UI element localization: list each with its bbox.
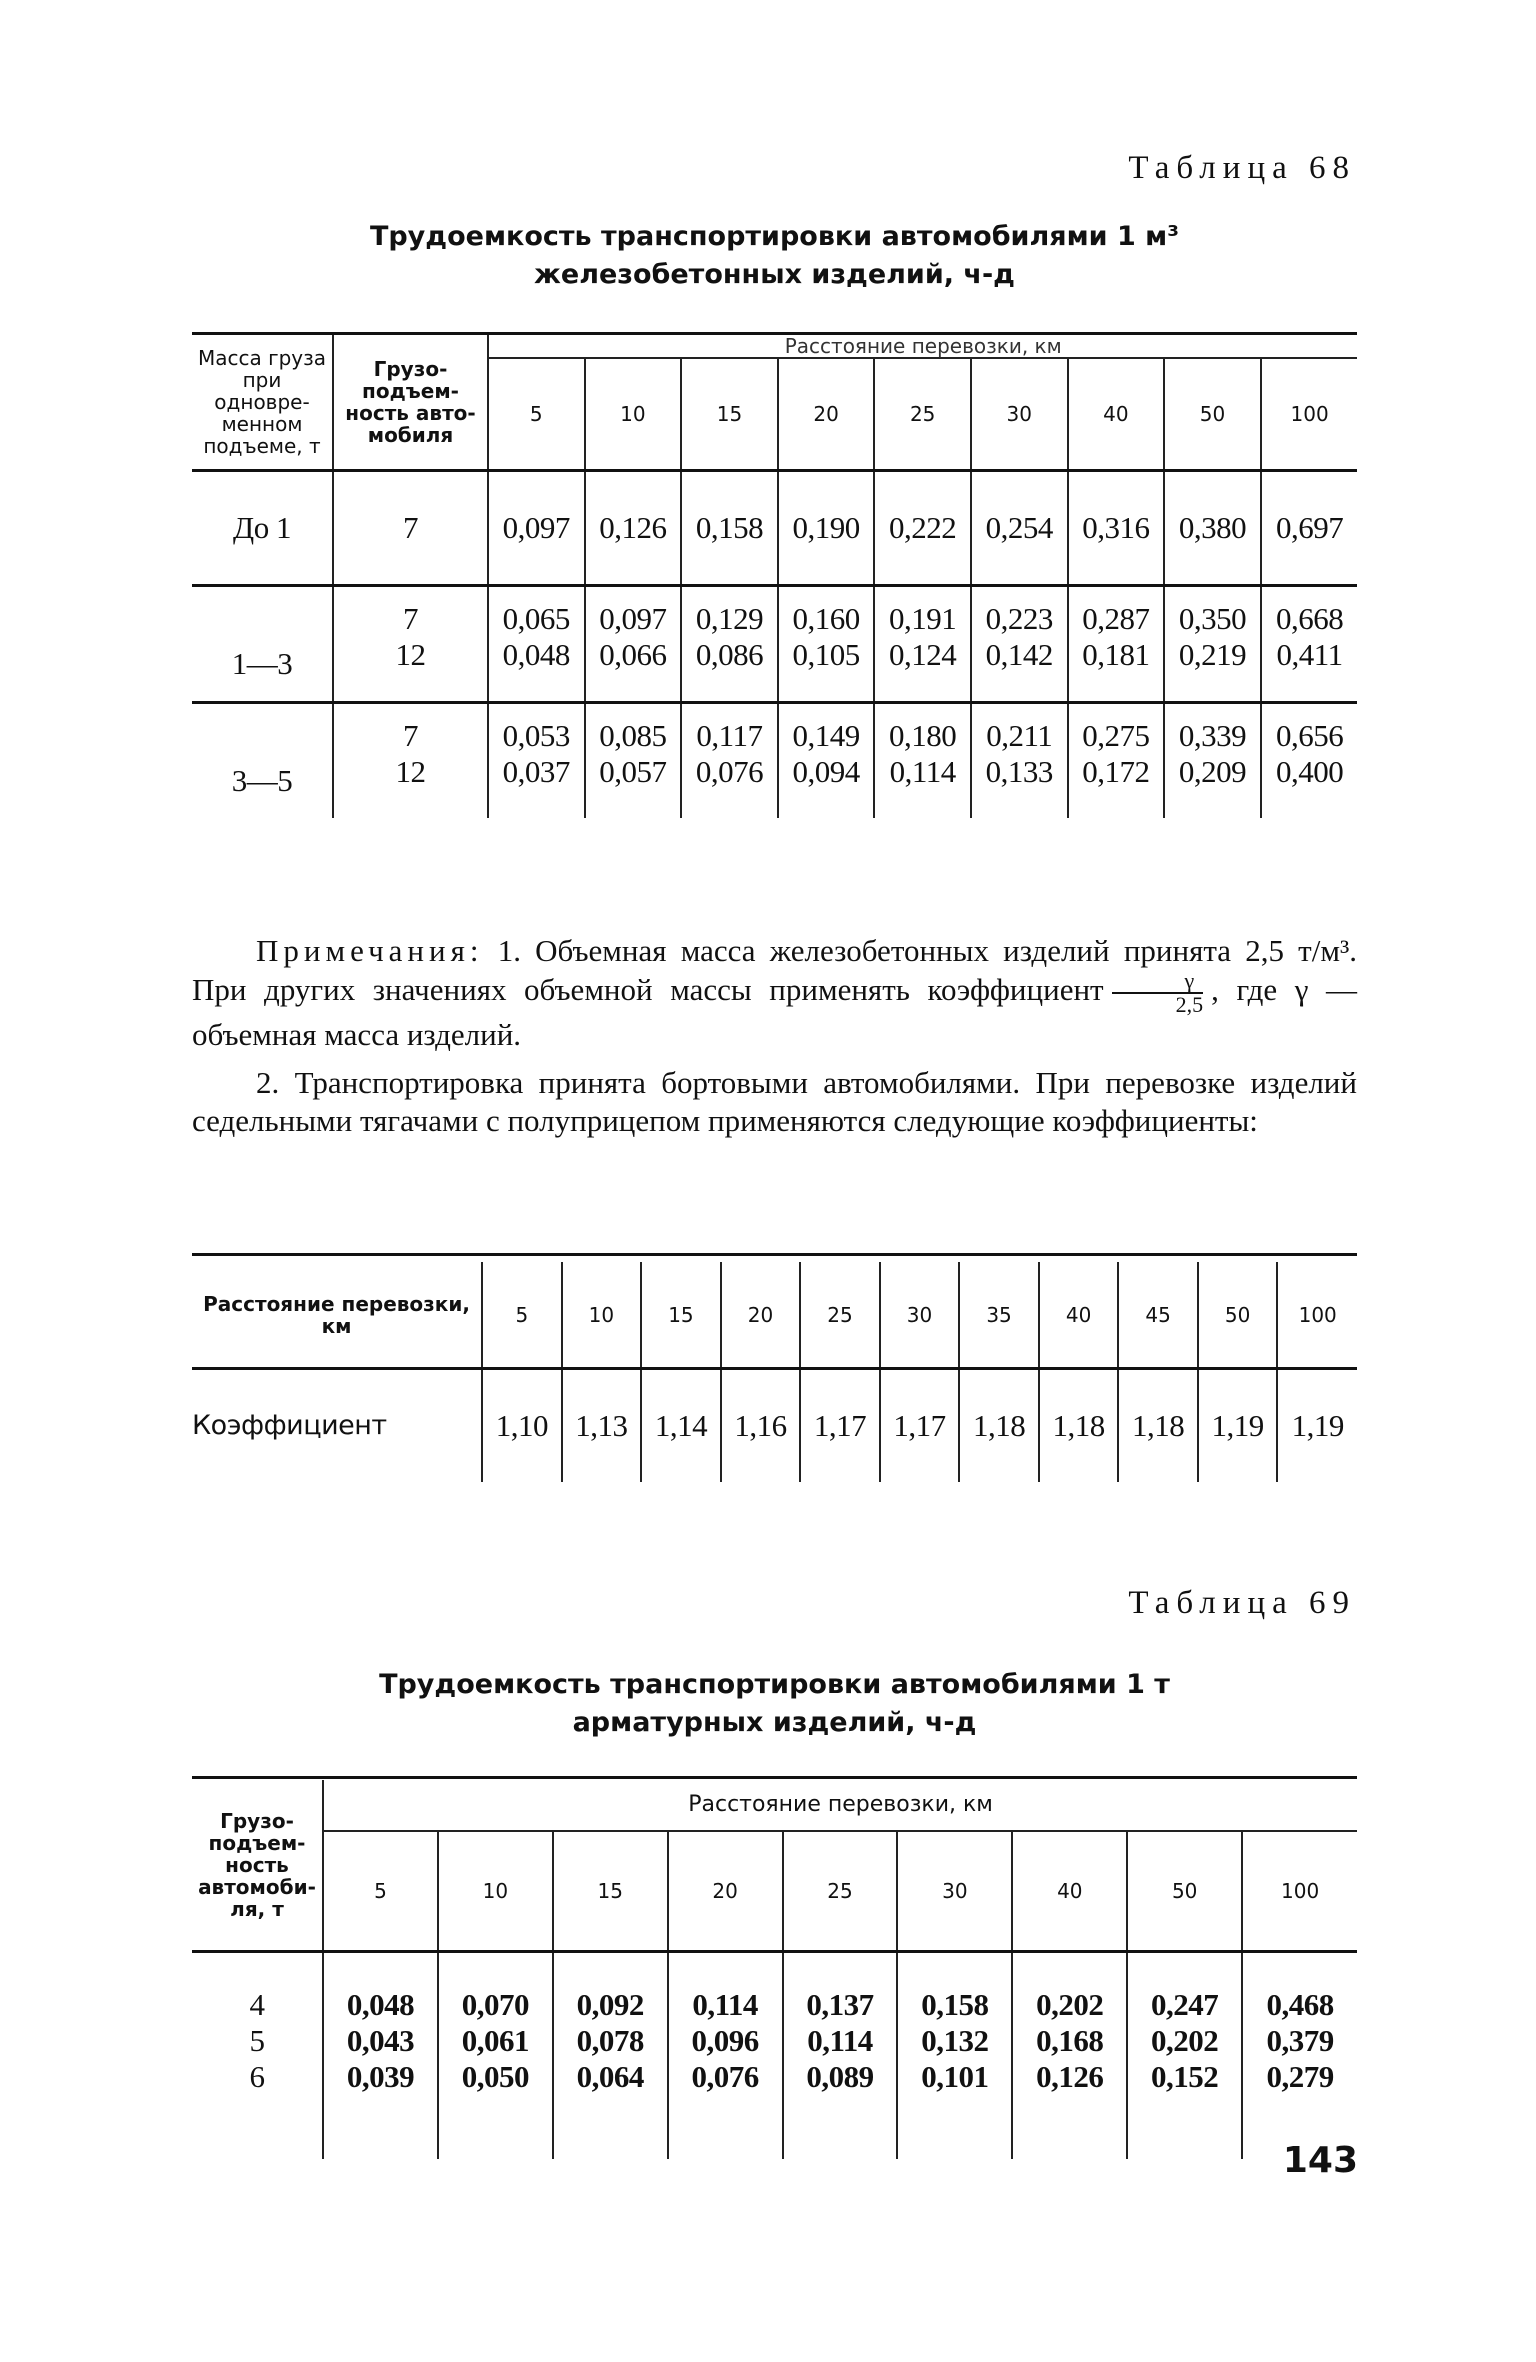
capacity-cell: 7	[333, 703, 488, 755]
value-cell: 0,039	[323, 2059, 438, 2159]
value-cell: 0,097	[488, 471, 585, 586]
value-cell: 0,400	[1261, 754, 1358, 818]
value-cell: 0,061	[438, 2023, 553, 2059]
value-cell: 0,190	[778, 471, 875, 586]
value-cell: 0,160	[778, 586, 875, 638]
value-cell: 0,101	[897, 2059, 1012, 2159]
distance-header: 10	[562, 1262, 642, 1369]
value-cell: 0,287	[1068, 586, 1165, 638]
value-cell: 0,411	[1261, 637, 1358, 703]
fraction	[1112, 970, 1204, 1016]
value-cell: 1,10	[482, 1369, 562, 1483]
distance-header: 100	[1242, 1831, 1357, 1952]
value-cell: 0,089	[783, 2059, 898, 2159]
header-row	[192, 1262, 1357, 1369]
table-row	[192, 703, 1357, 755]
distance-header: 50	[1164, 358, 1261, 471]
mass-cell: До 1	[192, 471, 333, 586]
distance-header: 5	[488, 358, 585, 471]
value-cell: 0,656	[1261, 703, 1358, 755]
value-cell: 0,137	[783, 1952, 898, 2024]
title-line: Трудоемкость транспортировки автомобилями 1 т	[379, 1669, 1170, 1700]
distance-header: 25	[800, 1262, 880, 1369]
value-cell: 0,096	[668, 2023, 783, 2059]
column-header-distance: Расстояние перевозки, км	[488, 335, 1357, 358]
value-cell: 0,181	[1068, 637, 1165, 703]
distance-header: 20	[721, 1262, 801, 1369]
value-cell: 0,097	[585, 586, 682, 638]
value-cell: 0,094	[778, 754, 875, 818]
table-68-label: Таблица 68	[1128, 150, 1356, 186]
value-cell: 1,18	[1118, 1369, 1198, 1483]
title-line: Трудоемкость транспортировки автомобилями 1 м³	[369, 221, 1180, 252]
value-cell: 1,19	[1198, 1369, 1278, 1483]
table-68-title	[192, 218, 1357, 294]
table-row	[192, 637, 1357, 703]
value-cell: 0,275	[1068, 703, 1165, 755]
value-cell: 0,168	[1012, 2023, 1127, 2059]
value-cell: 0,172	[1068, 754, 1165, 818]
page-number: 143	[1282, 2140, 1358, 2181]
value-cell: 0,339	[1164, 703, 1261, 755]
value-cell: 0,142	[971, 637, 1068, 703]
value-cell: 0,057	[585, 754, 682, 818]
capacity-cell: 12	[333, 754, 488, 818]
title-line: арматурных изделий, ч-д	[572, 1707, 977, 1738]
value-cell: 0,105	[778, 637, 875, 703]
value-cell: 0,078	[553, 2023, 668, 2059]
value-cell: 1,14	[641, 1369, 721, 1483]
distance-header: 100	[1277, 1262, 1357, 1369]
header-row	[192, 1780, 1357, 1831]
value-cell: 0,064	[553, 2059, 668, 2159]
value-cell: 0,202	[1012, 1952, 1127, 2024]
value-cell: 0,316	[1068, 471, 1165, 586]
table-row	[192, 1369, 1357, 1483]
distance-header: 25	[874, 358, 971, 471]
distance-header: 40	[1068, 358, 1165, 471]
column-header-capacity: Грузо-подъем-ность авто-мобиля	[333, 335, 488, 471]
mass-cell: 3—5	[192, 703, 333, 819]
column-header-mass: Масса груза при одновре-менном подъеме, т	[197, 346, 327, 458]
value-cell: 0,126	[585, 471, 682, 586]
value-cell: 0,037	[488, 754, 585, 818]
value-cell: 0,065	[488, 586, 585, 638]
value-cell: 0,086	[681, 637, 778, 703]
capacity-cell: 12	[333, 637, 488, 703]
header-row	[192, 1831, 1357, 1952]
table-row	[192, 754, 1357, 818]
notes	[192, 932, 1357, 1140]
distance-header: 40	[1039, 1262, 1119, 1369]
distance-header: 5	[482, 1262, 562, 1369]
value-cell: 0,114	[668, 1952, 783, 2024]
value-cell: 1,17	[800, 1369, 880, 1483]
value-cell: 0,126	[1012, 2059, 1127, 2159]
value-cell: 0,048	[323, 1952, 438, 2024]
table-row	[192, 471, 1357, 586]
value-cell: 0,132	[897, 2023, 1012, 2059]
value-cell: 0,202	[1127, 2023, 1242, 2059]
value-cell: 0,066	[585, 637, 682, 703]
value-cell: 0,043	[323, 2023, 438, 2059]
note-1: 1. Объемная масса железобетонных изделий принята 2,5 т/м³. При других значениях объемной массы применять коэффициент	[192, 933, 1357, 1008]
table-row	[192, 2059, 1357, 2159]
distance-header: 50	[1198, 1262, 1278, 1369]
value-cell: 0,350	[1164, 586, 1261, 638]
column-header-distance: Расстояние перевозки, км	[203, 1291, 470, 1338]
value-cell: 0,668	[1261, 586, 1358, 638]
distance-header: 100	[1261, 358, 1358, 471]
value-cell: 1,19	[1277, 1369, 1357, 1483]
value-cell: 0,191	[874, 586, 971, 638]
value-cell: 1,18	[1039, 1369, 1119, 1483]
distance-header: 35	[959, 1262, 1039, 1369]
value-cell: 0,048	[488, 637, 585, 703]
value-cell: 0,223	[971, 586, 1068, 638]
capacity-cell: 7	[333, 471, 488, 586]
distance-header: 15	[641, 1262, 721, 1369]
value-cell: 0,152	[1127, 2059, 1242, 2159]
value-cell: 0,279	[1242, 2059, 1357, 2159]
value-cell: 0,129	[681, 586, 778, 638]
distance-header: 50	[1127, 1831, 1242, 1952]
value-cell: 0,247	[1127, 1952, 1242, 2024]
capacity-cell: 7	[333, 586, 488, 638]
distance-header: 40	[1012, 1831, 1127, 1952]
value-cell: 0,070	[438, 1952, 553, 2024]
table-row	[192, 586, 1357, 638]
note-2: 2. Транспортировка принята бортовыми автомобилями. При перевозке изделий седельными тягачами с полуприцепом применяются следующие коэффициенты:	[192, 1065, 1357, 1138]
row-label-coefficient: Коэффициент	[192, 1369, 482, 1483]
value-cell: 0,117	[681, 703, 778, 755]
distance-header: 15	[681, 358, 778, 471]
distance-header: 10	[585, 358, 682, 471]
value-cell: 0,085	[585, 703, 682, 755]
value-cell: 0,697	[1261, 471, 1358, 586]
value-cell: 1,18	[959, 1369, 1039, 1483]
fraction-denominator: 2,5	[1175, 992, 1204, 1017]
distance-header: 30	[897, 1831, 1012, 1952]
value-cell: 0,254	[971, 471, 1068, 586]
value-cell: 0,468	[1242, 1952, 1357, 2024]
mass-cell: 1—3	[192, 586, 333, 703]
value-cell: 1,13	[562, 1369, 642, 1483]
distance-header: 30	[880, 1262, 960, 1369]
value-cell: 0,219	[1164, 637, 1261, 703]
value-cell: 0,158	[681, 471, 778, 586]
fraction-numerator: γ	[1112, 970, 1204, 994]
value-cell: 0,076	[681, 754, 778, 818]
table-row	[192, 2023, 1357, 2059]
value-cell: 0,133	[971, 754, 1068, 818]
table-69	[192, 1780, 1357, 2159]
top-rule	[192, 1776, 1357, 1779]
distance-header: 15	[553, 1831, 668, 1952]
value-cell: 0,092	[553, 1952, 668, 2024]
value-cell: 0,211	[971, 703, 1068, 755]
distance-header: 30	[971, 358, 1068, 471]
table-69-title	[192, 1666, 1357, 1742]
value-cell: 0,124	[874, 637, 971, 703]
distance-header: 10	[438, 1831, 553, 1952]
value-cell: 0,158	[897, 1952, 1012, 2024]
value-cell: 1,16	[721, 1369, 801, 1483]
column-header-capacity: Грузо-подъем-ность автомоби-ля, т	[198, 1809, 316, 1921]
header-row	[192, 335, 1357, 358]
value-cell: 0,209	[1164, 754, 1261, 818]
value-cell: 0,050	[438, 2059, 553, 2159]
coefficient-table	[192, 1262, 1357, 1482]
value-cell: 0,379	[1242, 2023, 1357, 2059]
notes-heading: Примечания:	[256, 933, 484, 968]
value-cell: 0,222	[874, 471, 971, 586]
table-row	[192, 1952, 1357, 2024]
value-cell: 0,149	[778, 703, 875, 755]
note-1-end: , где γ — объемная масса изделий.	[192, 972, 1358, 1052]
value-cell: 0,053	[488, 703, 585, 755]
value-cell: 0,380	[1164, 471, 1261, 586]
value-cell: 0,114	[874, 754, 971, 818]
top-rule	[192, 1253, 1357, 1256]
title-line: железобетонных изделий, ч-д	[534, 259, 1015, 290]
distance-header: 20	[668, 1831, 783, 1952]
distance-header: 20	[778, 358, 875, 471]
column-header-distance: Расстояние перевозки, км	[323, 1780, 1357, 1831]
capacity-cell: 5	[249, 2023, 265, 2058]
distance-header: 5	[323, 1831, 438, 1952]
value-cell: 1,17	[880, 1369, 960, 1483]
value-cell: 0,180	[874, 703, 971, 755]
table-68	[192, 335, 1357, 818]
value-cell: 0,076	[668, 2059, 783, 2159]
capacity-cell: 6	[249, 2059, 265, 2094]
value-cell: 0,114	[783, 2023, 898, 2059]
distance-header: 25	[783, 1831, 898, 1952]
capacity-cell: 4	[192, 1952, 323, 2024]
distance-header: 45	[1118, 1262, 1198, 1369]
table-69-label: Таблица 69	[1128, 1585, 1356, 1621]
